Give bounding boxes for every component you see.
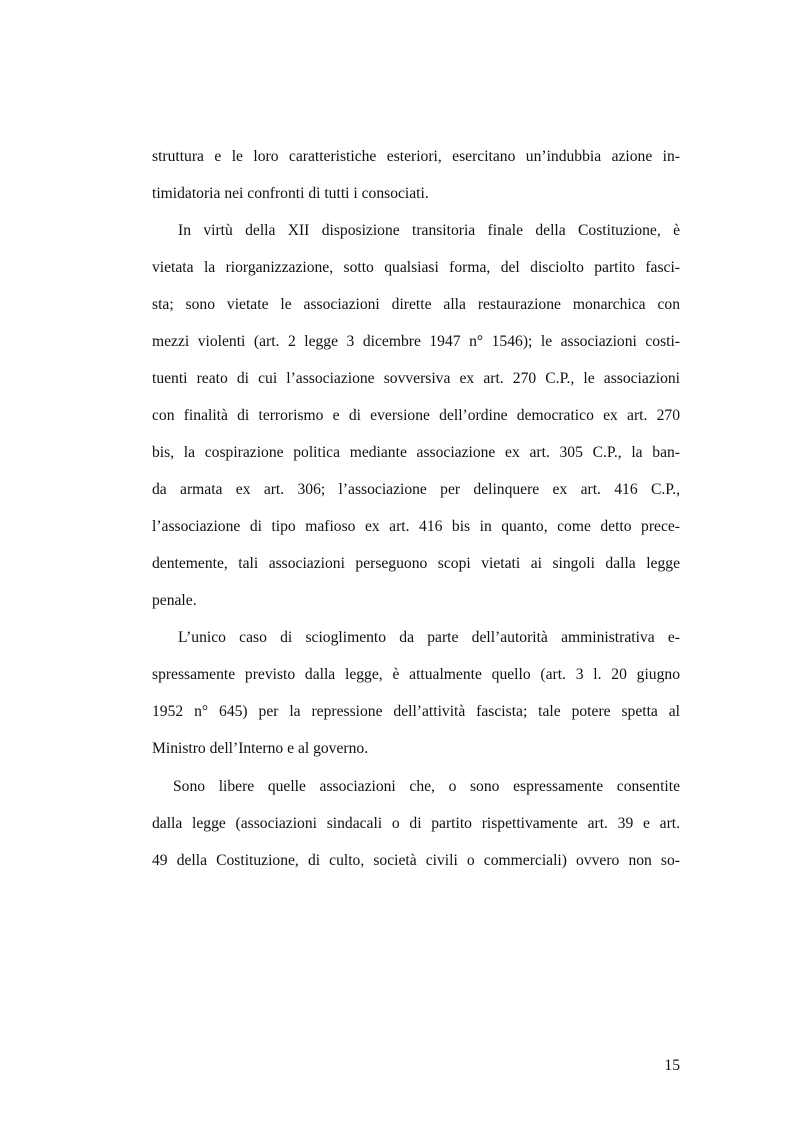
text-line: l’associazione di tipo mafioso ex art. 416 bis in quanto, come detto prece- [152, 518, 680, 535]
text-line: vietata la riorganizzazione, sotto qualsiasi forma, del disciolto partito fasci- [152, 259, 680, 276]
text-line: Ministro dell’Interno e al governo. [152, 740, 369, 757]
text-line: L’unico caso di scioglimento da parte dell’autorità amministrativa e- [178, 629, 680, 646]
text-line: In virtù della XII disposizione transitoria finale della Costituzione, è [178, 222, 680, 239]
text-line: Sono libere quelle associazioni che, o sono espressamente consentite [173, 778, 680, 795]
text-line: 1952 n° 645) per la repressione dell’attività fascista; tale potere spetta al [152, 703, 680, 720]
text-line: penale. [152, 592, 197, 609]
text-line: con finalità di terrorismo e di eversione dell’ordine democratico ex art. 270 [152, 407, 680, 424]
text-line: struttura e le loro caratteristiche esteriori, esercitano un’indubbia azione in- [152, 148, 680, 165]
text-line: bis, la cospirazione politica mediante associazione ex art. 305 C.P., la ban- [152, 444, 680, 461]
text-line: dentemente, tali associazioni perseguono scopi vietati ai singoli dalla legge [152, 555, 680, 572]
text-line: spressamente previsto dalla legge, è attualmente quello (art. 3 l. 20 giugno [152, 666, 680, 683]
text-line: mezzi violenti (art. 2 legge 3 dicembre 1947 n° 1546); le associazioni costi- [152, 333, 680, 350]
text-line: dalla legge (associazioni sindacali o di partito rispettivamente art. 39 e art. [152, 815, 680, 832]
text-line: da armata ex art. 306; l’associazione per delinquere ex art. 416 C.P., [152, 481, 680, 498]
text-line: sta; sono vietate le associazioni dirette alla restaurazione monarchica con [152, 296, 680, 313]
text-line: timidatoria nei confronti di tutti i consociati. [152, 185, 429, 202]
page-number: 15 [664, 1057, 680, 1074]
text-line: 49 della Costituzione, di culto, società civili o commerciali) ovvero non so- [152, 852, 680, 869]
text-line: tuenti reato di cui l’associazione sovversiva ex art. 270 C.P., le associazioni [152, 370, 680, 387]
